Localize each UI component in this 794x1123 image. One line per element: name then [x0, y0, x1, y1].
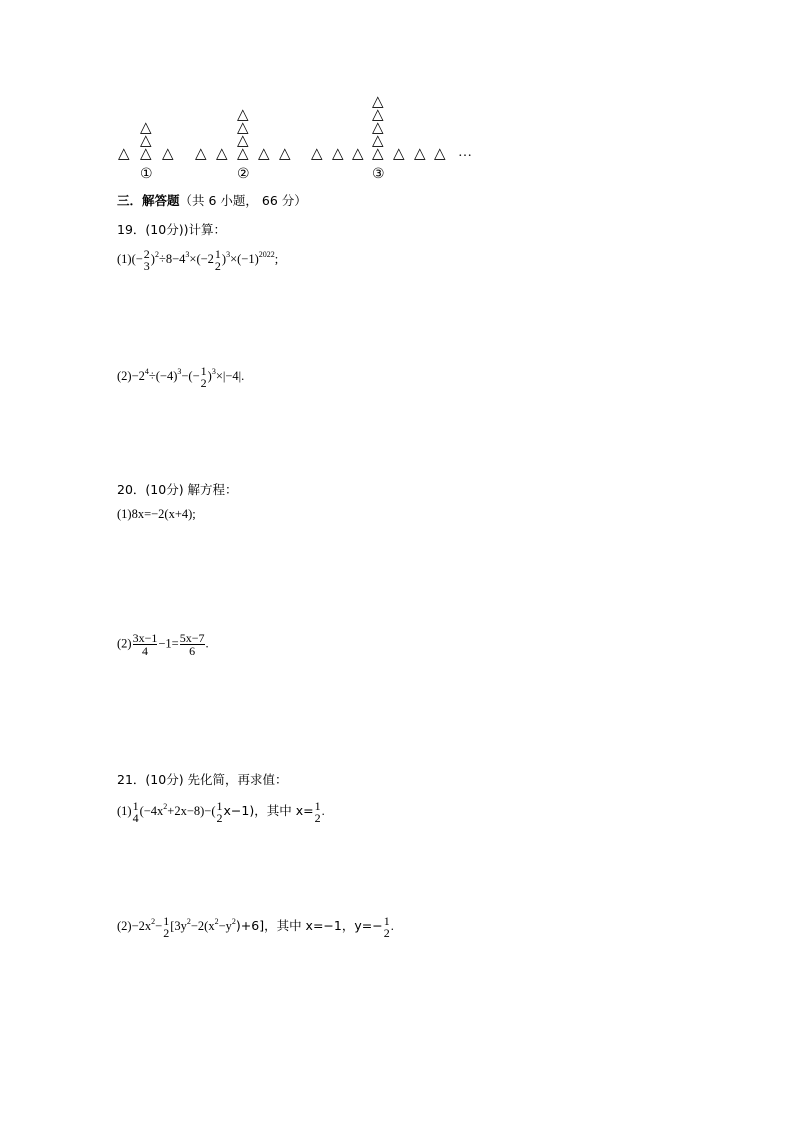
q20-part2: (2) $\frac{3x-1}{4}$ −1= $\frac{5x-7}{6}$ .	[117, 631, 209, 658]
triangle-icon: △	[216, 144, 228, 162]
triangle-icon: △	[237, 118, 249, 136]
q19-part2: $(2)-2^4\div(-4)^3-(-$ 1 2 )$^3$×|−4|.	[117, 364, 245, 390]
triangle-icon: △	[162, 144, 174, 162]
fraction: $\frac{3x-1}{4}$	[132, 631, 158, 658]
triangle-icon: △	[118, 144, 130, 162]
fraction: 2 3	[143, 247, 150, 273]
triangle-icon: △	[140, 144, 152, 162]
triangle-icon: △	[140, 118, 152, 136]
triangle-icon: △	[237, 144, 249, 162]
q21-part2: $(2)-2x^2-$ 1 2 $[3y^2-2(x^2-y^2)+6]$，其中 x=−1，y=− 1 2 .	[117, 914, 394, 940]
figure-label-2: ②	[237, 166, 250, 182]
fraction: 1 2	[163, 914, 170, 940]
figure-ellipsis: …	[458, 145, 472, 160]
q21-title: 21．(10分) 先化简，再求值：	[117, 772, 288, 787]
q21-part1: (1) 1 4 $(-4x^2+2x-8)-$( 1 2 x−1)，其中 x= 1 2 .	[117, 799, 325, 825]
triangle-icon: △	[393, 144, 405, 162]
triangle-icon: △	[352, 144, 364, 162]
q19-title: 19．(10分))计算：	[117, 222, 226, 237]
triangle-icon: △	[237, 131, 249, 149]
section-heading-rest: （共 6 小题， 66 分）	[179, 193, 307, 208]
figure-label-3: ③	[372, 166, 385, 182]
triangle-icon: △	[279, 144, 291, 162]
q20-part1: (1)8x=−2(x+4);	[117, 507, 196, 521]
figure-label-1: ①	[140, 166, 153, 182]
q20-title: 20．(10分) 解方程：	[117, 482, 238, 497]
fraction: $\frac{5x-7}{6}$	[179, 631, 205, 658]
fraction: 1 2	[216, 799, 223, 825]
fraction: 1 2	[214, 247, 221, 273]
section-heading-bold: 三．解答题	[117, 193, 180, 208]
triangle-icon: △	[414, 144, 426, 162]
fraction: 1 4	[132, 799, 139, 825]
triangle-icon: △	[258, 144, 270, 162]
triangle-icon: △	[332, 144, 344, 162]
triangle-icon: △	[372, 118, 384, 136]
q19-part1: (1)(− 2 3 )$^2\div 8-4^3\times(-2$ 1 2 )$^3\times(-1)^{2022}$;	[117, 247, 279, 273]
section-heading	[117, 191, 307, 209]
triangle-icon: △	[372, 92, 384, 110]
triangle-icon: △	[237, 105, 249, 123]
triangle-icon: △	[434, 144, 446, 162]
fraction: 1 2	[314, 799, 321, 825]
fraction: 1 2	[383, 914, 390, 940]
triangle-icon: △	[195, 144, 207, 162]
triangle-icon: △	[372, 144, 384, 162]
triangle-icon: △	[372, 105, 384, 123]
fraction: 1 2	[200, 364, 207, 390]
triangle-icon: △	[372, 131, 384, 149]
triangle-icon: △	[311, 144, 323, 162]
triangle-icon: △	[140, 131, 152, 149]
